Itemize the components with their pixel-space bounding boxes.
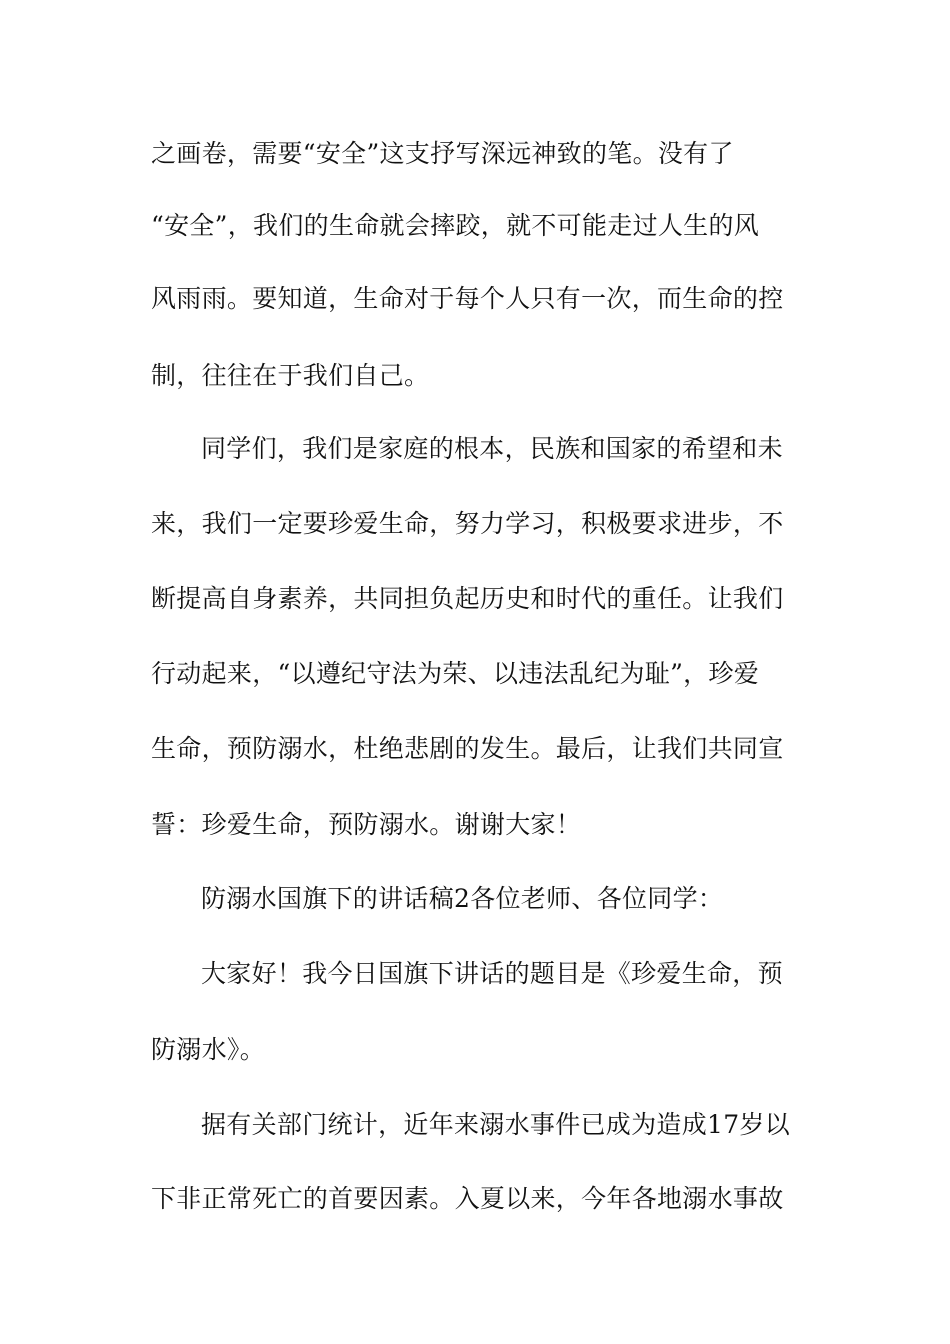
text-line-7: 断提高自身素养，共同担负起历史和时代的重任。让我们 [151, 584, 784, 613]
text-line-1: 之画卷，需要“安全”这支抒写深远神致的笔。没有了 [151, 139, 734, 168]
text-line-2: “安全”，我们的生命就会摔跤，就不可能走过人生的风 [151, 211, 760, 240]
paragraph-start-line-12: 大家好！我今日国旗下讲话的题目是《珍爱生命，预 [201, 959, 783, 988]
text-line-3: 风雨雨。要知道，生命对于每个人只有一次，而生命的控 [151, 284, 784, 313]
text-line-4: 制，往往在于我们自己。 [151, 361, 430, 390]
paragraph-start-line-14: 据有关部门统计，近年来溺水事件已成为造成17岁以 [201, 1110, 791, 1139]
section-heading-line: 防溺水国旗下的讲话稿2各位老师、各位同学： [201, 884, 724, 913]
text-line-8: 行动起来，“以遵纪守法为荣、以违法乱纪为耻”，珍爱 [151, 659, 760, 688]
text-line-13: 防溺水》。 [151, 1035, 266, 1064]
text-line-10: 誓：珍爱生命，预防溺水。谢谢大家！ [151, 810, 582, 839]
paragraph-start-line-5: 同学们，我们是家庭的根本，民族和国家的希望和未 [201, 434, 783, 463]
text-line-15: 下非正常死亡的首要因素。入夏以来，今年各地溺水事故 [151, 1184, 784, 1213]
text-line-9: 生命，预防溺水，杜绝悲剧的发生。最后，让我们共同宣 [151, 734, 784, 763]
text-line-6: 来，我们一定要珍爱生命，努力学习，积极要求进步，不 [151, 509, 784, 538]
